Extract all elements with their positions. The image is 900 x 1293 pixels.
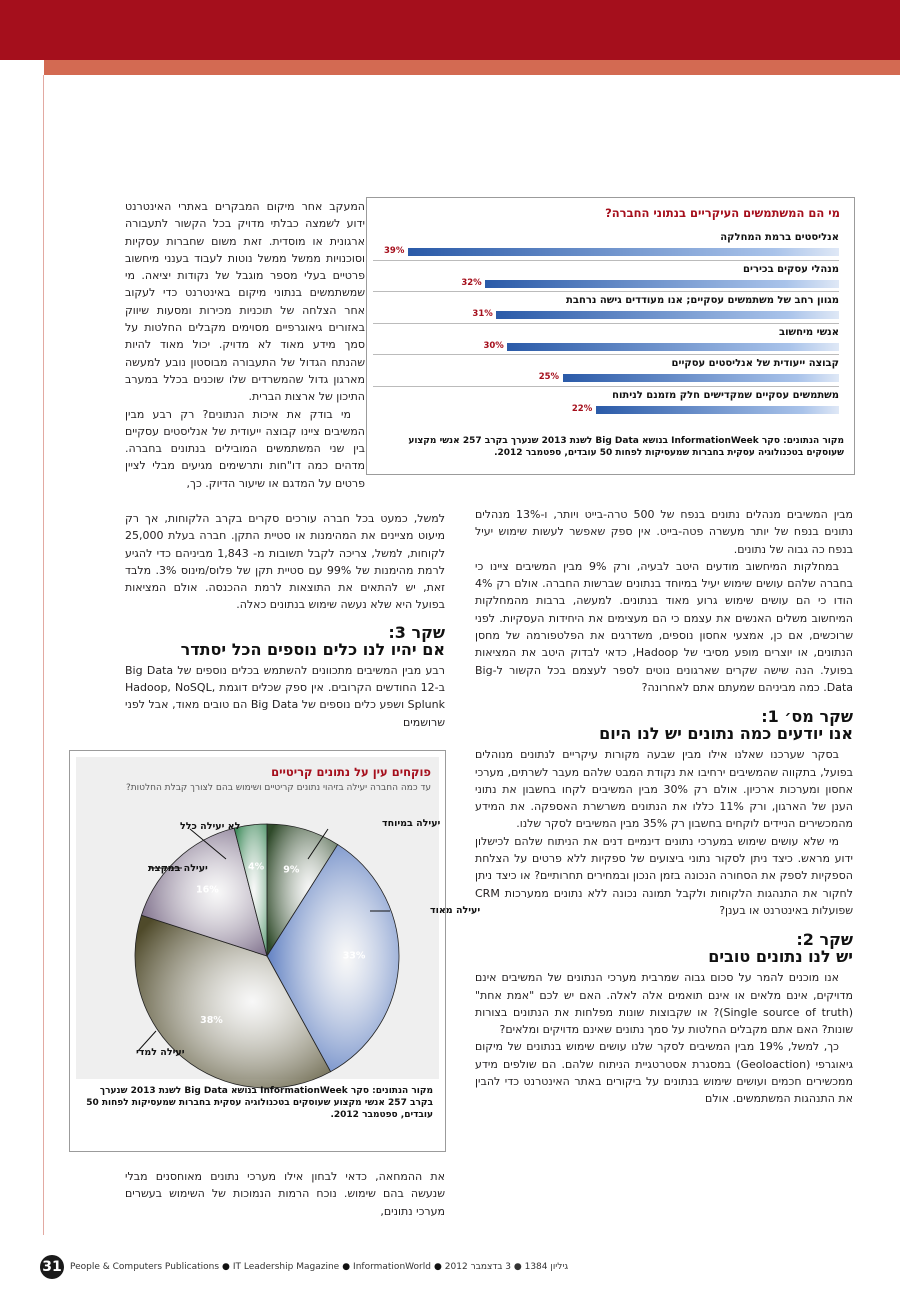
footer-publisher: People & Computers Publications	[70, 1262, 220, 1272]
bar-value-label: 32%	[461, 277, 482, 288]
bar-row-divider	[373, 354, 839, 355]
bar	[563, 374, 839, 382]
paragraph: את ההמחאה, כדאי לבחון אילו מערכי נתונים מאוחסנים מבלי שנעשה בהם שימוש. נוכח הרמות הנמוכות של השימוש בעשרים מערכי נתונים,	[125, 1170, 445, 1218]
footer-magazine: IT Leadership Magazine	[232, 1262, 340, 1272]
bar-value-label: 30%	[483, 340, 504, 351]
bar	[507, 343, 839, 351]
bar-category-label: מנהלי עסקים בכירים	[743, 263, 839, 275]
bar-row-divider	[373, 260, 839, 261]
pie-chart-title: פוקחים עין על נתונים קריטיים	[271, 765, 431, 779]
pie-category-label: יעילה מאוד	[430, 905, 481, 916]
left-column-top	[125, 198, 365, 492]
bar-value-label: 22%	[571, 403, 593, 414]
pie-category-label: יעילה במיוחד	[382, 818, 441, 829]
bar	[496, 311, 839, 319]
bar-row-divider	[373, 386, 839, 387]
pie-value-label: 4%	[248, 861, 265, 873]
bar-value-label: 25%	[538, 372, 560, 382]
pie-category-label: יעילה במקצת	[148, 863, 208, 874]
bar-category-label: קבוצה ייעודית של אנליסטים עסקיים	[671, 358, 839, 369]
pie-category-label: יעילה למדי	[136, 1047, 185, 1058]
footer-text: People & Computers Publications ● IT Leadership Magazine ● InformationWorld ● גיליון 1384 ● 3 בדצמבר 2012	[70, 1262, 569, 1272]
bar-chart-box	[366, 197, 855, 475]
section-heading: שקר 3: אם יהיו לנו כלים נוספים הכל יסתדר	[180, 622, 445, 659]
section-heading: שקר 2: יש לנו נתונים טובים	[708, 930, 853, 967]
bar-chart-title: מי הם המשתמשים העיקריים בנתוני החברה?	[605, 206, 840, 220]
bar-category-label: אנליסטים ברמת המחלקה	[720, 232, 839, 243]
paragraph: מי שלא עושים שימוש במערכי נתונים דינמיים דנים את הניתוח שלהם לכישלון ידוע מראש. כיצד ניתן לסקור נתוני ביצועים של ספקיות ללא פרטים על הצלחת הספקיות לספק את הסחורה הנכונה בזמן הנכון ובמחירים תחרותיים? או כיצד ניתן לחקור את התנהגות הלקוחות ולקבל תמונה נכונה ללא נתונים ממערכות CRM שפועלות באינטרנט או בענן?	[475, 834, 853, 917]
bar-category-label: משתמשים עסקיים שמקדישים חלק מזמנם לניתוח	[612, 389, 839, 401]
bar-row-divider	[373, 291, 839, 292]
bar	[596, 406, 839, 414]
left-column-end	[125, 1168, 445, 1220]
paragraph: אנו מוכנים להמר על סכום גבוה שמרבית מערכי הנתונים של המשיבים אינם מדויקים, אינם מלאים או אינם תואמים אלה לאלה. האם יש לכם "אמת אחת" (Single source of truth)? או שקבוצות שונות מפלחות את הנתונים בצורות שונות? האם אתם מקבלים החלטות על סמך נתונים שאינם מדויקים ומלאים?	[475, 971, 853, 1037]
paragraph: המעקב אחר מיקום המבקרים באתרי האינטרנט ידוע לשמצה כבלתי מדויק בכל הקשור לתעבורה ארגונית או מוסדית. זאת משום שחברות עסקיות וסוכנויות ממשל ממשל נוטות לעבוד בענני מיחשוב פרטיים בעלי מספר מוגבל של נקודות יציאה. מי שמשתמשים בנתוני מיקום באינטרנט כדי לעקוב אחר הצלחה של תוכניות מכירות ומסעות שיווק באזורים גיאוגרפיים מסוימים מקבלים החלטות על סמך מידע מאוד לא מדויק. יכול מאוד להיות שהנתח הגדול של התעבורה מבוסטון נובע למעשה מארגון גדול שהמשרדים שלו שוכנים בכלל במערב התיכון של ארצות הברית.	[125, 200, 365, 404]
page-footer	[40, 1255, 900, 1281]
pie-value-label: 16%	[195, 884, 219, 896]
left-column-bottom	[125, 510, 445, 731]
bar-chart-plot	[373, 228, 839, 428]
pie-chart-box	[69, 750, 481, 1152]
pie-value-label: 33%	[342, 950, 366, 962]
pie-chart-subtitle: עד כמה החברה יעילה בזיהוי נתונים קריטיים ושימוש בהם לצורך קבלת החלטות?	[125, 783, 431, 793]
bar-category-label: אנשי מיחשוב	[779, 326, 839, 338]
paragraph: מבין המשיבים מנהלים נתונים בנפח של 500 טרה-בייט ויותר, ו-13% מנהלים נתונים בנפח של יותר מעשרה פטה-בייט. אין ספק שאפשר לעשות שימוש יעיל בנפח כה גבוה של נתונים.	[475, 508, 854, 556]
bar	[408, 248, 839, 256]
bar	[485, 280, 839, 288]
paragraph: בסקר שערכנו שאלנו אילו מבין שבעה מקורות עיקריים לנתונים מנוהלים בפועל, בתקווה שהמשיבים ירחיבו את נקודת המבט שלהם מעבר לשרתים, מערכי אחסון ומערכות ארכיון. אולם רק 30% מבין המשיבים לקחו בחשבון את נתוני הענן של הארגון, ורק 11% כללו את הנתונים משרשרת האספקה. את המידע מהמכשירים הניידים לוקחים בחשבון רק 35% מבין המשיבים לסקר שלנו.	[475, 748, 853, 831]
right-column	[475, 506, 853, 1108]
bar-chart-source: מקור הנתונים: סקר InformationWeek בנושא Big Data לשנת 2013 שנערך בקרב 257 אנשי מקצוע שעוסקים בטכנולוגיה עסקית בחברות שמעסיקות לפחות 50 עובדים, ספטמבר 2012.	[408, 436, 844, 458]
page-number: 31	[40, 1255, 64, 1279]
bar-category-label: מגוון רחב של משתמשים עסקיים; אנו מעודדים גישה נרחבת	[566, 295, 839, 306]
pie-value-label: 9%	[283, 864, 300, 876]
header-band	[0, 0, 900, 60]
bar-row-divider	[373, 323, 839, 324]
paragraph: כך, למשל, 19% מבין המשיבים לסקר שלנו עושים שימוש בנתונים של מיקום גיאוגרפי (Geoloaction) במסגרת אסטרטגיית הניתוח שלהם. הם שולפים מידע ממכשירים חכמים ועושים שימוש בנתונים על ביקורים באתר האינטרנט כדי להבין את התנהגות המשתמשים. אולם	[475, 1040, 854, 1106]
pie-chart-plot	[70, 751, 481, 1081]
paragraph: מי בודק את איכות הנתונים? רק רבע מבין המשיבים ציינו קבוצה ייעודית של אנליסטים עסקיים בין שני המשתמשים המובילים בנתונים בחברה. מדהים כמה דו"חות ותרשימים מגיעים מבלי לציין פרטים על המדגם או שיעור הדיוק. כך,	[125, 407, 365, 490]
paragraph: רבע מבין המשיבים מתכוונים להשתמש בכלים נוספים של Big Data ב-12 החודשים הקרובים. אין ספק שכלים דוגמת Hadoop, NoSQL, Splunk ושפע כלים נוספים של Big Data הם טובים מאוד, אבל לפני שרושמים	[125, 663, 446, 729]
section-heading: שקר מס׳ 1: אנו יודעים כמה נתונים יש לנו היום	[599, 707, 853, 744]
paragraph: למשל, כמעט בכל חברה עורכים סקרים בקרב הלקוחות, אך רק מיעוט מציינים את המהימנות או סטיית התקן. חברה בעלת 25,000 לקוחות, למשל, צריכה לקבל תשובות מ- 1,843 מביניהם כדי להגיע לרמת מהימנות של 99% עם סטיית תקן של פלוס/מינוס 3%. מלבד זאת, יש להתאים את התוצאות לרמת ההכנסה. אולם המציאות בפועל היא שלא נעשה שימוש בנתונים כאלה.	[125, 512, 445, 612]
bar-value-label: 31%	[472, 309, 493, 319]
pie-chart-source: מקור הנתונים: סקר InformationWeek בנושא Big Data לשנת 2013 שנערך בקרב 257 אנשי מקצוע שעוסקים בטכנולוגיה עסקית בחברות שמעסיקות לפחות 50 עובדים, ספטמבר 2012.	[86, 1086, 433, 1120]
bar-value-label: 39%	[384, 246, 405, 256]
header-stripe	[44, 60, 900, 75]
footer-world: InformationWorld	[353, 1262, 431, 1272]
footer-issue: גיליון 1384 ● 3 בדצמבר 2012	[444, 1262, 569, 1272]
pie-value-label: 38%	[200, 1015, 223, 1027]
paragraph: במחלקות המיחשוב מודעים היטב לבעיה, ורק 9% מבין המשיבים ציינו כי בחברה שלהם עושים שימוש יעיל במיוחד בנתונים שברשות החברה. אולם רק 4% הודו כי הם עושים שימוש גרוע מאוד בנתונים. למעשה, ברבות מהמחלקות המיחשוב משלים האנשים את עצמם כי הם מעצימים את היחידות העסקיות. לפני שרוכשים, אם כן, אמצעי אחסון נוספים, משדרגים את הפלטפורמה של מחסן הנתונים, או יוצרים מופע מסיבי של Hadoop, כדאי לבדוק היטב את המציאות בפועל. הנה שישה שקרים שארגונים נוטים לספר לעצמם בכל הקשור ל-Big Data. כמה מביניהם שמעתם אתם לאחרונה?	[475, 559, 853, 694]
pie-category-label: לא יעילה כלל	[180, 821, 241, 832]
